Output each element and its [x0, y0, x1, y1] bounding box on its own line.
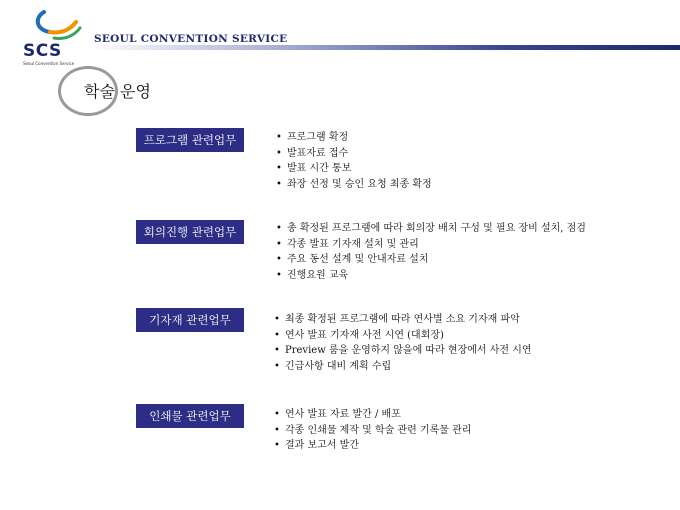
- bullet-item: • 연사 발표 기자재 사전 시연 (대회장): [274, 328, 559, 344]
- category-label: 기자재 관련업무: [136, 308, 244, 332]
- bullet-item: • 발표자료 접수: [276, 146, 616, 162]
- slide-title: 학술 운영: [84, 82, 151, 101]
- category-label: 인쇄물 관련업무: [136, 404, 244, 428]
- bullet-item: • 결과 보고서 발간: [274, 438, 614, 454]
- logo-text: SCS: [23, 41, 62, 61]
- bullet-list: [276, 130, 616, 192]
- bullet-item: • 연사 발표 자료 발간 / 배포: [274, 407, 614, 423]
- bullet-item: • 진행요원 교육: [276, 268, 616, 284]
- bullet-item: • 각종 발표 기자재 설치 및 관리: [276, 237, 616, 253]
- bullet-list: [276, 221, 616, 283]
- bullet-item: • 최종 확정된 프로그램에 따라 연사별 소요 기자재 파악: [274, 312, 559, 328]
- bullet-list: [274, 407, 614, 454]
- logo-subtext: Seoul Convention Service: [23, 61, 75, 66]
- category-label: 회의진행 관련업무: [136, 220, 244, 244]
- bullet-item: • 주요 동선 설계 및 안내자료 설치: [276, 252, 616, 268]
- logo-swoosh-icon: [20, 8, 86, 44]
- company-name: SEOUL CONVENTION SERVICE: [94, 33, 288, 45]
- bullet-item: • Preview 룸을 운영하지 않을에 따라 현장에서 사전 시연: [274, 343, 559, 359]
- bullet-item: • 긴급사항 대비 계획 수립: [274, 359, 559, 375]
- bullet-item: • 발표 시간 통보: [276, 161, 616, 177]
- bullet-item: • 프로그램 확정: [276, 130, 616, 146]
- bullet-item: • 총 확정된 프로그램에 따라 회의장 배치 구성 및 필요 장비 설치, 점검: [276, 221, 616, 237]
- bullet-item: • 좌장 선정 및 승인 요청 최종 확정: [276, 177, 616, 193]
- scs-logo: [20, 8, 86, 64]
- header-gradient-bar: [90, 45, 680, 50]
- bullet-list: [274, 312, 559, 374]
- bullet-item: • 각종 인쇄물 제작 및 학술 관련 기록물 관리: [274, 423, 614, 439]
- category-label: 프로그램 관련업무: [136, 128, 244, 152]
